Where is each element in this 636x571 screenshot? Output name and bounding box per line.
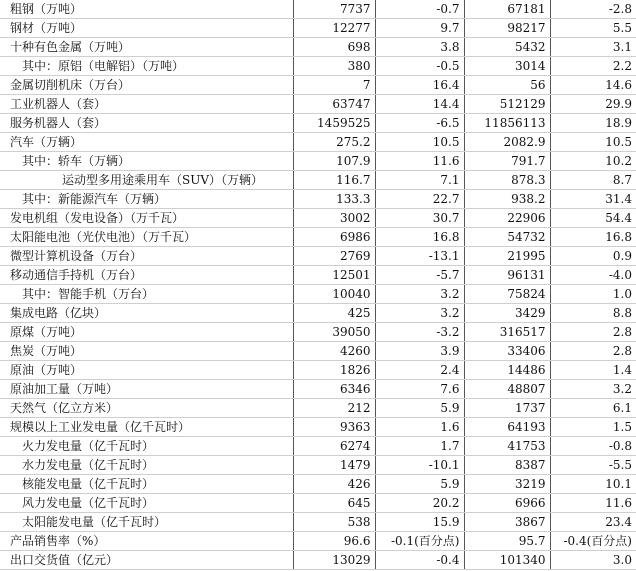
month-growth-cell: 30.7 — [375, 209, 464, 228]
product-name-cell: 出口交货值（亿元） — [0, 551, 293, 570]
ytd-growth-cell: 3.2 — [550, 380, 636, 399]
ytd-growth-cell: 2.8 — [550, 342, 636, 361]
ytd-output-cell: 3219 — [464, 475, 550, 494]
month-growth-cell: 7.1 — [375, 171, 464, 190]
month-output-cell: 426 — [293, 475, 375, 494]
ytd-output-cell: 22906 — [464, 209, 550, 228]
product-name-cell: 原油加工量（万吨） — [0, 380, 293, 399]
product-name-cell: 汽车（万辆） — [0, 133, 293, 152]
month-output-cell: 10040 — [293, 285, 375, 304]
month-output-cell: 6346 — [293, 380, 375, 399]
ytd-output-cell: 6966 — [464, 494, 550, 513]
table-row — [0, 380, 636, 399]
ytd-output-cell: 3014 — [464, 57, 550, 76]
month-growth-cell: -0.7 — [375, 0, 464, 19]
month-output-cell: 96.6 — [293, 532, 375, 551]
product-name-cell: 其中：轿车（万辆） — [0, 152, 293, 171]
ytd-growth-cell: -4.0 — [550, 266, 636, 285]
product-name-cell: 原油（万吨） — [0, 361, 293, 380]
product-name-cell: 火力发电量（亿千瓦时） — [0, 437, 293, 456]
month-growth-cell: 11.6 — [375, 152, 464, 171]
table-row — [0, 247, 636, 266]
month-growth-cell: 5.9 — [375, 399, 464, 418]
table-row — [0, 38, 636, 57]
ytd-growth-cell: 11.6 — [550, 494, 636, 513]
month-output-cell: 6986 — [293, 228, 375, 247]
month-growth-cell: -13.1 — [375, 247, 464, 266]
month-growth-cell: -10.1 — [375, 456, 464, 475]
month-output-cell: 116.7 — [293, 171, 375, 190]
ytd-output-cell: 791.7 — [464, 152, 550, 171]
month-output-cell: 13029 — [293, 551, 375, 570]
month-output-cell: 538 — [293, 513, 375, 532]
product-name-cell: 十种有色金属（万吨） — [0, 38, 293, 57]
month-growth-cell: -0.4 — [375, 551, 464, 570]
ytd-growth-cell: 1.5 — [550, 418, 636, 437]
month-growth-cell: -3.2 — [375, 323, 464, 342]
product-name-cell: 金属切削机床（万台） — [0, 76, 293, 95]
ytd-growth-cell: 8.7 — [550, 171, 636, 190]
ytd-output-cell: 54732 — [464, 228, 550, 247]
product-name-cell: 钢材（万吨） — [0, 19, 293, 38]
table-row — [0, 342, 636, 361]
month-output-cell: 39050 — [293, 323, 375, 342]
table-row — [0, 114, 636, 133]
month-output-cell: 698 — [293, 38, 375, 57]
month-growth-cell: 1.6 — [375, 418, 464, 437]
product-name-cell: 其中：智能手机（万台） — [0, 285, 293, 304]
month-growth-cell: -5.7 — [375, 266, 464, 285]
ytd-output-cell: 1737 — [464, 399, 550, 418]
table-row — [0, 285, 636, 304]
table-row — [0, 323, 636, 342]
ytd-growth-cell: 14.6 — [550, 76, 636, 95]
ytd-output-cell: 56 — [464, 76, 550, 95]
table-row — [0, 76, 636, 95]
table-row — [0, 437, 636, 456]
table-row — [0, 304, 636, 323]
month-output-cell: 7 — [293, 76, 375, 95]
table-row — [0, 475, 636, 494]
month-output-cell: 2769 — [293, 247, 375, 266]
table-row — [0, 171, 636, 190]
month-output-cell: 12277 — [293, 19, 375, 38]
ytd-output-cell: 67181 — [464, 0, 550, 19]
ytd-output-cell: 512129 — [464, 95, 550, 114]
ytd-output-cell: 3429 — [464, 304, 550, 323]
ytd-output-cell: 64193 — [464, 418, 550, 437]
product-name-cell: 产品销售率（%） — [0, 532, 293, 551]
product-name-cell: 粗钢（万吨） — [0, 0, 293, 19]
product-name-cell: 风力发电量（亿千瓦时） — [0, 494, 293, 513]
month-output-cell: 425 — [293, 304, 375, 323]
ytd-output-cell: 8387 — [464, 456, 550, 475]
ytd-growth-cell: 16.8 — [550, 228, 636, 247]
month-output-cell: 380 — [293, 57, 375, 76]
month-output-cell: 133.3 — [293, 190, 375, 209]
ytd-growth-cell: 2.8 — [550, 323, 636, 342]
ytd-growth-cell: 18.9 — [550, 114, 636, 133]
month-growth-cell: 10.5 — [375, 133, 464, 152]
month-growth-cell: -0.1(百分点) — [375, 532, 464, 551]
product-name-cell: 发电机组（发电设备）（万千瓦） — [0, 209, 293, 228]
month-growth-cell: -6.5 — [375, 114, 464, 133]
month-growth-cell: 3.2 — [375, 304, 464, 323]
product-name-cell: 微型计算机设备（万台） — [0, 247, 293, 266]
month-growth-cell: 14.4 — [375, 95, 464, 114]
ytd-growth-cell: -2.8 — [550, 0, 636, 19]
ytd-output-cell: 21995 — [464, 247, 550, 266]
product-name-cell: 规模以上工业发电量（亿千瓦时） — [0, 418, 293, 437]
ytd-growth-cell: 10.5 — [550, 133, 636, 152]
table-row — [0, 418, 636, 437]
month-growth-cell: -0.5 — [375, 57, 464, 76]
month-output-cell: 1479 — [293, 456, 375, 475]
month-growth-cell: 3.8 — [375, 38, 464, 57]
table-row — [0, 133, 636, 152]
month-growth-cell: 3.9 — [375, 342, 464, 361]
month-growth-cell: 16.4 — [375, 76, 464, 95]
ytd-growth-cell: -0.4(百分点) — [550, 532, 636, 551]
product-name-cell: 原煤（万吨） — [0, 323, 293, 342]
month-output-cell: 3002 — [293, 209, 375, 228]
month-output-cell: 107.9 — [293, 152, 375, 171]
ytd-growth-cell: 31.4 — [550, 190, 636, 209]
month-growth-cell: 16.8 — [375, 228, 464, 247]
month-growth-cell: 1.7 — [375, 437, 464, 456]
ytd-growth-cell: 6.1 — [550, 399, 636, 418]
ytd-output-cell: 316517 — [464, 323, 550, 342]
ytd-growth-cell: 0.9 — [550, 247, 636, 266]
month-output-cell: 6274 — [293, 437, 375, 456]
table-row — [0, 494, 636, 513]
ytd-output-cell: 96131 — [464, 266, 550, 285]
table-row — [0, 152, 636, 171]
ytd-output-cell: 2082.9 — [464, 133, 550, 152]
month-growth-cell: 20.2 — [375, 494, 464, 513]
ytd-output-cell: 3867 — [464, 513, 550, 532]
ytd-growth-cell: -0.8 — [550, 437, 636, 456]
product-name-cell: 水力发电量（亿千瓦时） — [0, 456, 293, 475]
product-name-cell: 太阳能发电量（亿千瓦时） — [0, 513, 293, 532]
table-row — [0, 228, 636, 247]
table-row — [0, 361, 636, 380]
month-output-cell: 275.2 — [293, 133, 375, 152]
month-output-cell: 12501 — [293, 266, 375, 285]
table-row — [0, 456, 636, 475]
month-output-cell: 63747 — [293, 95, 375, 114]
product-name-cell: 核能发电量（亿千瓦时） — [0, 475, 293, 494]
table-row — [0, 266, 636, 285]
product-name-cell: 运动型多用途乘用车（SUV）（万辆） — [0, 171, 293, 190]
table-row — [0, 551, 636, 570]
product-name-cell: 服务机器人（套） — [0, 114, 293, 133]
ytd-output-cell: 938.2 — [464, 190, 550, 209]
ytd-output-cell: 41753 — [464, 437, 550, 456]
table-row — [0, 0, 636, 19]
ytd-growth-cell: 3.0 — [550, 551, 636, 570]
month-output-cell: 4260 — [293, 342, 375, 361]
month-output-cell: 645 — [293, 494, 375, 513]
ytd-output-cell: 98217 — [464, 19, 550, 38]
ytd-growth-cell: -5.5 — [550, 456, 636, 475]
ytd-growth-cell: 3.1 — [550, 38, 636, 57]
table-row — [0, 399, 636, 418]
month-growth-cell: 3.2 — [375, 285, 464, 304]
ytd-growth-cell: 29.9 — [550, 95, 636, 114]
month-output-cell: 7737 — [293, 0, 375, 19]
table-row — [0, 57, 636, 76]
product-name-cell: 其中：新能源汽车（万辆） — [0, 190, 293, 209]
month-growth-cell: 7.6 — [375, 380, 464, 399]
month-growth-cell: 15.9 — [375, 513, 464, 532]
table-row — [0, 190, 636, 209]
ytd-output-cell: 878.3 — [464, 171, 550, 190]
ytd-growth-cell: 1.4 — [550, 361, 636, 380]
table-row — [0, 95, 636, 114]
month-output-cell: 212 — [293, 399, 375, 418]
ytd-growth-cell: 2.2 — [550, 57, 636, 76]
ytd-output-cell: 101340 — [464, 551, 550, 570]
month-output-cell: 9363 — [293, 418, 375, 437]
ytd-growth-cell: 10.2 — [550, 152, 636, 171]
product-name-cell: 集成电路（亿块） — [0, 304, 293, 323]
product-name-cell: 工业机器人（套） — [0, 95, 293, 114]
ytd-output-cell: 33406 — [464, 342, 550, 361]
ytd-growth-cell: 10.1 — [550, 475, 636, 494]
month-growth-cell: 2.4 — [375, 361, 464, 380]
product-name-cell: 焦炭（万吨） — [0, 342, 293, 361]
product-name-cell: 天然气（亿立方米） — [0, 399, 293, 418]
table-row — [0, 19, 636, 38]
ytd-output-cell: 95.7 — [464, 532, 550, 551]
ytd-growth-cell: 54.4 — [550, 209, 636, 228]
ytd-output-cell: 75824 — [464, 285, 550, 304]
ytd-output-cell: 11856113 — [464, 114, 550, 133]
product-name-cell: 其中：原铝（电解铝）（万吨） — [0, 57, 293, 76]
table-row — [0, 532, 636, 551]
month-growth-cell: 9.7 — [375, 19, 464, 38]
table-row — [0, 209, 636, 228]
ytd-output-cell: 48807 — [464, 380, 550, 399]
month-output-cell: 1459525 — [293, 114, 375, 133]
month-growth-cell: 5.9 — [375, 475, 464, 494]
month-output-cell: 1826 — [293, 361, 375, 380]
product-name-cell: 移动通信手持机（万台） — [0, 266, 293, 285]
ytd-output-cell: 5432 — [464, 38, 550, 57]
month-growth-cell: 22.7 — [375, 190, 464, 209]
ytd-growth-cell: 23.4 — [550, 513, 636, 532]
ytd-growth-cell: 8.8 — [550, 304, 636, 323]
ytd-output-cell: 14486 — [464, 361, 550, 380]
table-row — [0, 513, 636, 532]
ytd-growth-cell: 1.0 — [550, 285, 636, 304]
product-name-cell: 太阳能电池（光伏电池）（万千瓦） — [0, 228, 293, 247]
ytd-growth-cell: 5.5 — [550, 19, 636, 38]
